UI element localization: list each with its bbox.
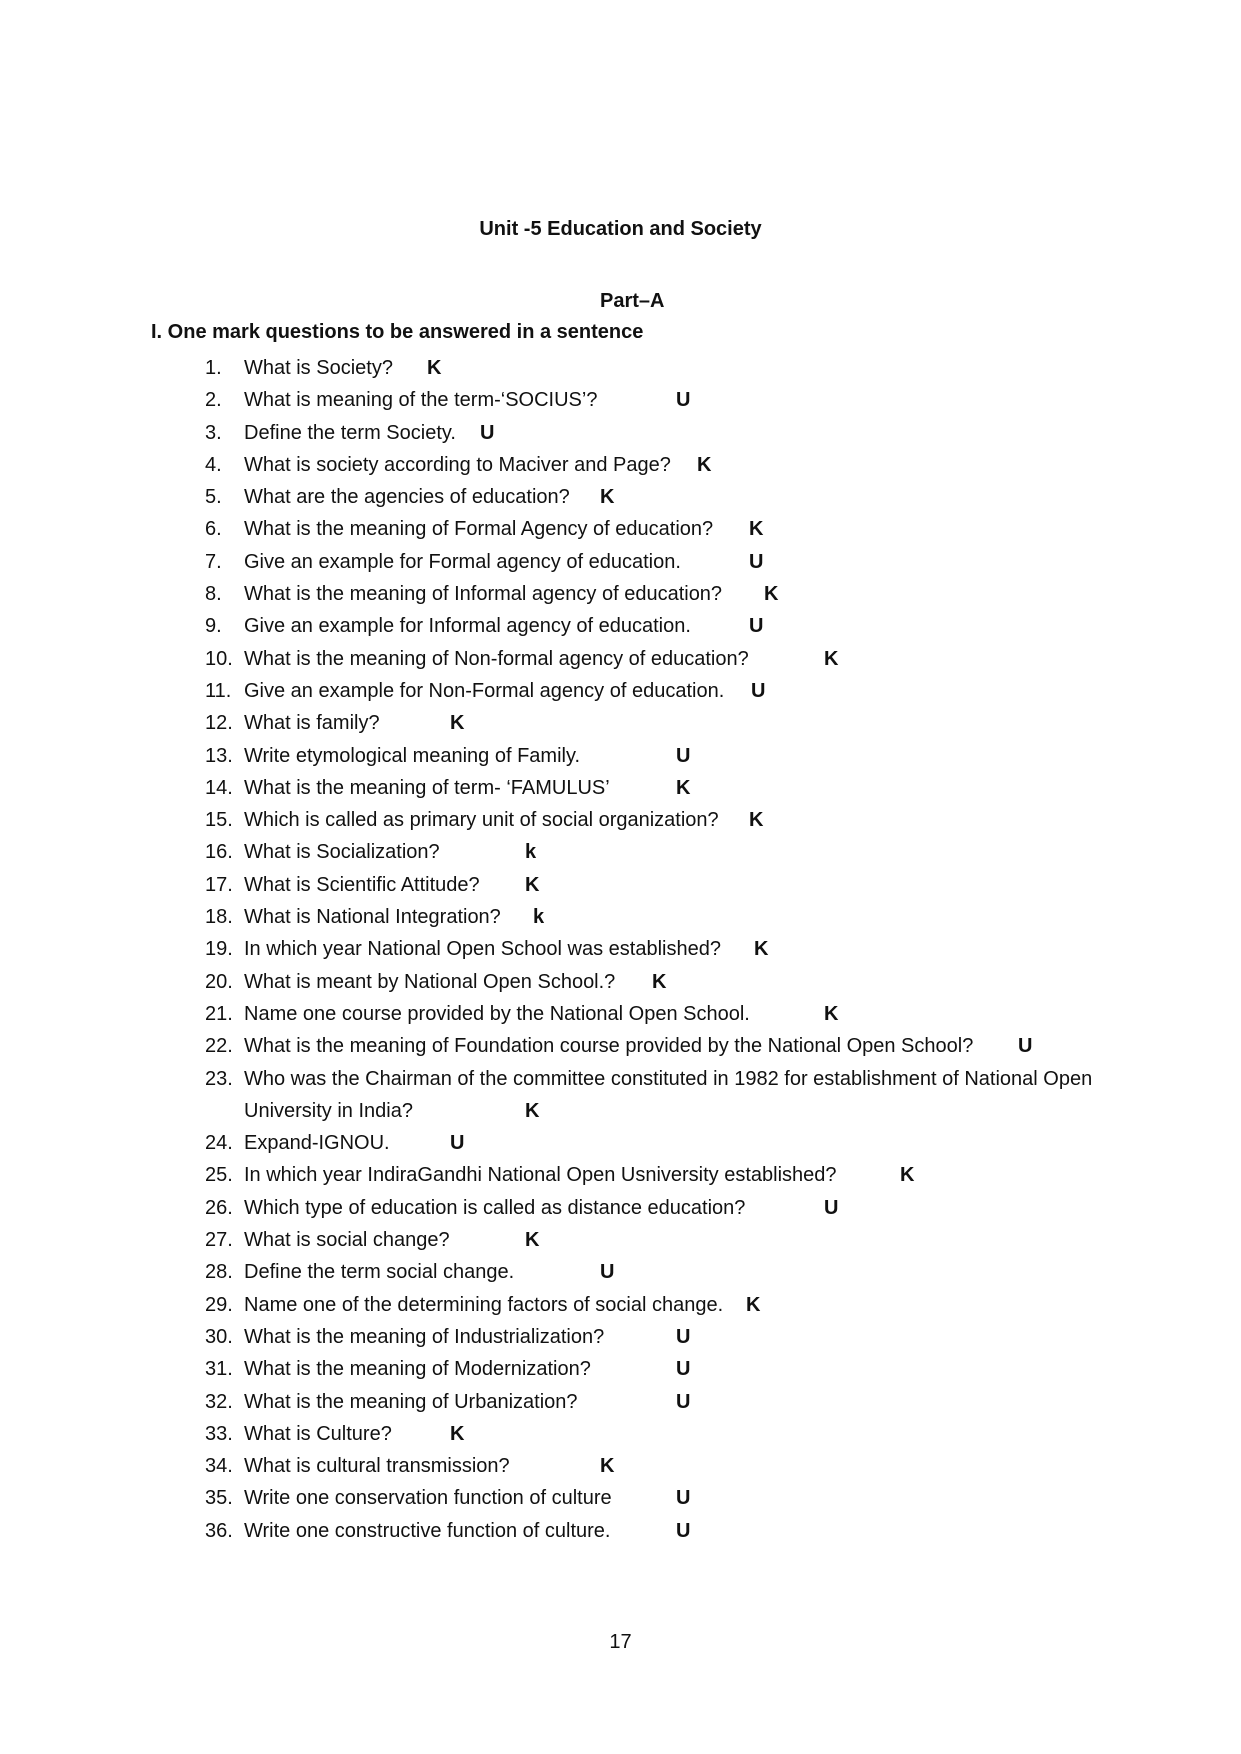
question-number: 13. bbox=[205, 744, 233, 767]
question-text: What is cultural transmission? bbox=[244, 1455, 510, 1478]
question-tag: K bbox=[697, 453, 712, 476]
question-item bbox=[0, 1127, 1241, 1159]
question-text: What is social change? bbox=[244, 1229, 450, 1252]
question-text: What are the agencies of education? bbox=[244, 486, 570, 509]
question-item bbox=[0, 1289, 1241, 1321]
question-tag: K bbox=[525, 873, 540, 896]
question-tag: K bbox=[749, 809, 764, 832]
question-item bbox=[0, 901, 1241, 933]
question-text: Which type of education is called as distance education? bbox=[244, 1196, 746, 1219]
question-number: 11. bbox=[205, 679, 232, 702]
question-text: What is the meaning of Non-formal agency of education? bbox=[244, 647, 749, 670]
question-text: Write etymological meaning of Family. bbox=[244, 744, 581, 767]
question-tag: U bbox=[676, 1390, 691, 1413]
question-text: Write one constructive function of culture. bbox=[244, 1519, 611, 1542]
question-item bbox=[0, 578, 1241, 610]
question-text: Expand-IGNOU. bbox=[244, 1132, 390, 1155]
question-number: 2. bbox=[205, 389, 222, 412]
question-item bbox=[0, 546, 1241, 578]
question-item bbox=[0, 643, 1241, 675]
question-number: 27. bbox=[205, 1229, 233, 1252]
question-tag: U bbox=[749, 550, 764, 573]
section-heading: I. One mark questions to be answered in a sentence bbox=[151, 321, 644, 343]
question-text: In which year IndiraGandhi National Open Usniversity established? bbox=[244, 1164, 837, 1187]
question-number: 4. bbox=[205, 453, 222, 476]
question-tag: K bbox=[824, 1002, 839, 1025]
question-text: Define the term Society. bbox=[244, 421, 456, 444]
question-text: Name one of the determining factors of social change. bbox=[244, 1293, 724, 1316]
question-tag: K bbox=[600, 1455, 615, 1478]
question-text: Define the term social change. bbox=[244, 1261, 515, 1284]
question-text: What is the meaning of Foundation course provided by the National Open School? bbox=[244, 1035, 974, 1058]
question-tag: k bbox=[533, 906, 545, 929]
question-tag: K bbox=[754, 938, 769, 961]
question-text: Which is called as primary unit of social organization? bbox=[244, 809, 719, 832]
question-item bbox=[0, 481, 1241, 513]
question-item bbox=[0, 1224, 1241, 1256]
question-item bbox=[0, 1063, 1241, 1128]
question-item bbox=[0, 1030, 1241, 1062]
question-text: Name one course provided by the National Open School. bbox=[244, 1002, 750, 1025]
question-number: 26. bbox=[205, 1196, 233, 1219]
question-number: 10. bbox=[205, 647, 233, 670]
question-text: Give an example for Informal agency of education. bbox=[244, 615, 691, 638]
question-tag: U bbox=[751, 679, 766, 702]
question-item bbox=[0, 1192, 1241, 1224]
document-title: Unit -5 Education and Society bbox=[479, 218, 762, 240]
page-number: 17 bbox=[609, 1631, 632, 1653]
question-number: 31. bbox=[205, 1358, 233, 1381]
question-number: 1. bbox=[205, 357, 222, 379]
question-text: What is Culture? bbox=[244, 1422, 392, 1445]
question-tag: K bbox=[676, 776, 691, 799]
question-number: 17. bbox=[205, 873, 233, 896]
question-tag: U bbox=[1018, 1035, 1033, 1058]
question-tag: K bbox=[427, 357, 442, 379]
question-number: 16. bbox=[205, 841, 233, 864]
question-item bbox=[0, 610, 1241, 642]
part-label: Part–A bbox=[600, 290, 665, 312]
question-number: 5. bbox=[205, 486, 222, 509]
question-text: What is the meaning of term- ‘FAMULUS’ bbox=[244, 776, 610, 799]
question-item bbox=[0, 1321, 1241, 1353]
question-number: 32. bbox=[205, 1390, 233, 1413]
question-tag: U bbox=[676, 1325, 691, 1348]
question-tag: K bbox=[450, 1422, 465, 1445]
question-item bbox=[0, 804, 1241, 836]
question-text: What is the meaning of Industrialization? bbox=[244, 1325, 605, 1348]
question-text: What is the meaning of Modernization? bbox=[244, 1358, 591, 1381]
question-number: 23. bbox=[205, 1067, 233, 1090]
question-item bbox=[0, 384, 1241, 416]
question-number: 30. bbox=[205, 1325, 233, 1348]
question-number: 3. bbox=[205, 421, 222, 444]
question-tag: U bbox=[600, 1261, 615, 1284]
question-item bbox=[0, 675, 1241, 707]
question-text: What is Scientific Attitude? bbox=[244, 873, 480, 896]
question-list bbox=[0, 352, 1241, 1547]
question-number: 7. bbox=[205, 550, 222, 573]
question-number: 15. bbox=[205, 809, 233, 832]
question-tag: U bbox=[749, 615, 764, 638]
question-text: What is meaning of the term-‘SOCIUS’? bbox=[244, 389, 598, 412]
question-number: 24. bbox=[205, 1132, 233, 1155]
question-tag: U bbox=[480, 421, 495, 444]
question-item bbox=[0, 772, 1241, 804]
question-number: 28. bbox=[205, 1261, 233, 1284]
question-item bbox=[0, 1482, 1241, 1514]
question-tag: K bbox=[600, 486, 615, 509]
question-tag: U bbox=[676, 389, 691, 412]
question-tag: U bbox=[676, 1358, 691, 1381]
question-tag: U bbox=[676, 1487, 691, 1510]
question-number: 21. bbox=[205, 1002, 233, 1025]
question-tag: K bbox=[900, 1164, 915, 1187]
question-item bbox=[0, 1515, 1241, 1547]
question-number: 36. bbox=[205, 1519, 233, 1542]
question-item bbox=[0, 352, 1241, 384]
question-text: What is family? bbox=[244, 712, 380, 735]
question-text: Give an example for Non-Formal agency of education. bbox=[244, 679, 725, 702]
question-text: Who was the Chairman of the committee constituted in 1982 for establishment of National Open University in India? bbox=[244, 1067, 1093, 1122]
question-tag: U bbox=[450, 1132, 465, 1155]
question-item bbox=[0, 1386, 1241, 1418]
question-text: What is society according to Maciver and Page? bbox=[244, 453, 671, 476]
question-tag: K bbox=[525, 1229, 540, 1252]
question-number: 34. bbox=[205, 1455, 233, 1478]
question-item bbox=[0, 707, 1241, 739]
question-tag: K bbox=[652, 970, 667, 993]
question-tag: k bbox=[525, 841, 537, 864]
question-tag: U bbox=[676, 1519, 691, 1542]
question-text: What is National Integration? bbox=[244, 906, 501, 929]
question-item bbox=[0, 1450, 1241, 1482]
question-number: 35. bbox=[205, 1487, 233, 1510]
question-tag: K bbox=[749, 518, 764, 541]
question-text: In which year National Open School was established? bbox=[244, 938, 721, 961]
question-text: What is Society? bbox=[244, 357, 393, 379]
question-text: What is the meaning of Urbanization? bbox=[244, 1390, 578, 1413]
question-item bbox=[0, 449, 1241, 481]
question-text: What is the meaning of Informal agency of education? bbox=[244, 583, 723, 606]
question-tag: U bbox=[824, 1196, 839, 1219]
question-tag: K bbox=[746, 1293, 761, 1316]
question-tag: K bbox=[824, 647, 839, 670]
question-item bbox=[0, 1353, 1241, 1385]
question-tag: K bbox=[764, 583, 779, 606]
question-item bbox=[0, 1159, 1241, 1191]
question-number: 29. bbox=[205, 1293, 233, 1316]
question-item bbox=[0, 1256, 1241, 1288]
question-item bbox=[0, 869, 1241, 901]
question-number: 22. bbox=[205, 1035, 233, 1058]
question-number: 19. bbox=[205, 938, 233, 961]
question-text: What is Socialization? bbox=[244, 841, 440, 864]
question-number: 18. bbox=[205, 906, 233, 929]
question-item bbox=[0, 836, 1241, 868]
question-number: 9. bbox=[205, 615, 222, 638]
question-text: Write one conservation function of culture bbox=[244, 1487, 612, 1510]
question-item bbox=[0, 417, 1241, 449]
question-number: 8. bbox=[205, 583, 222, 606]
question-number: 25. bbox=[205, 1164, 233, 1187]
question-item bbox=[0, 966, 1241, 998]
question-number: 14. bbox=[205, 776, 233, 799]
question-item bbox=[0, 933, 1241, 965]
question-number: 12. bbox=[205, 712, 233, 735]
question-number: 20. bbox=[205, 970, 233, 993]
question-text: Give an example for Formal agency of education. bbox=[244, 550, 681, 573]
question-text: What is meant by National Open School.? bbox=[244, 970, 616, 993]
question-item bbox=[0, 998, 1241, 1030]
question-tag: K bbox=[525, 1099, 540, 1122]
question-item bbox=[0, 740, 1241, 772]
question-item bbox=[0, 513, 1241, 545]
question-item bbox=[0, 1418, 1241, 1450]
question-tag: K bbox=[450, 712, 465, 735]
question-number: 6. bbox=[205, 518, 222, 541]
question-tag: U bbox=[676, 744, 691, 767]
question-text: What is the meaning of Formal Agency of education? bbox=[244, 518, 714, 541]
question-number: 33. bbox=[205, 1422, 233, 1445]
